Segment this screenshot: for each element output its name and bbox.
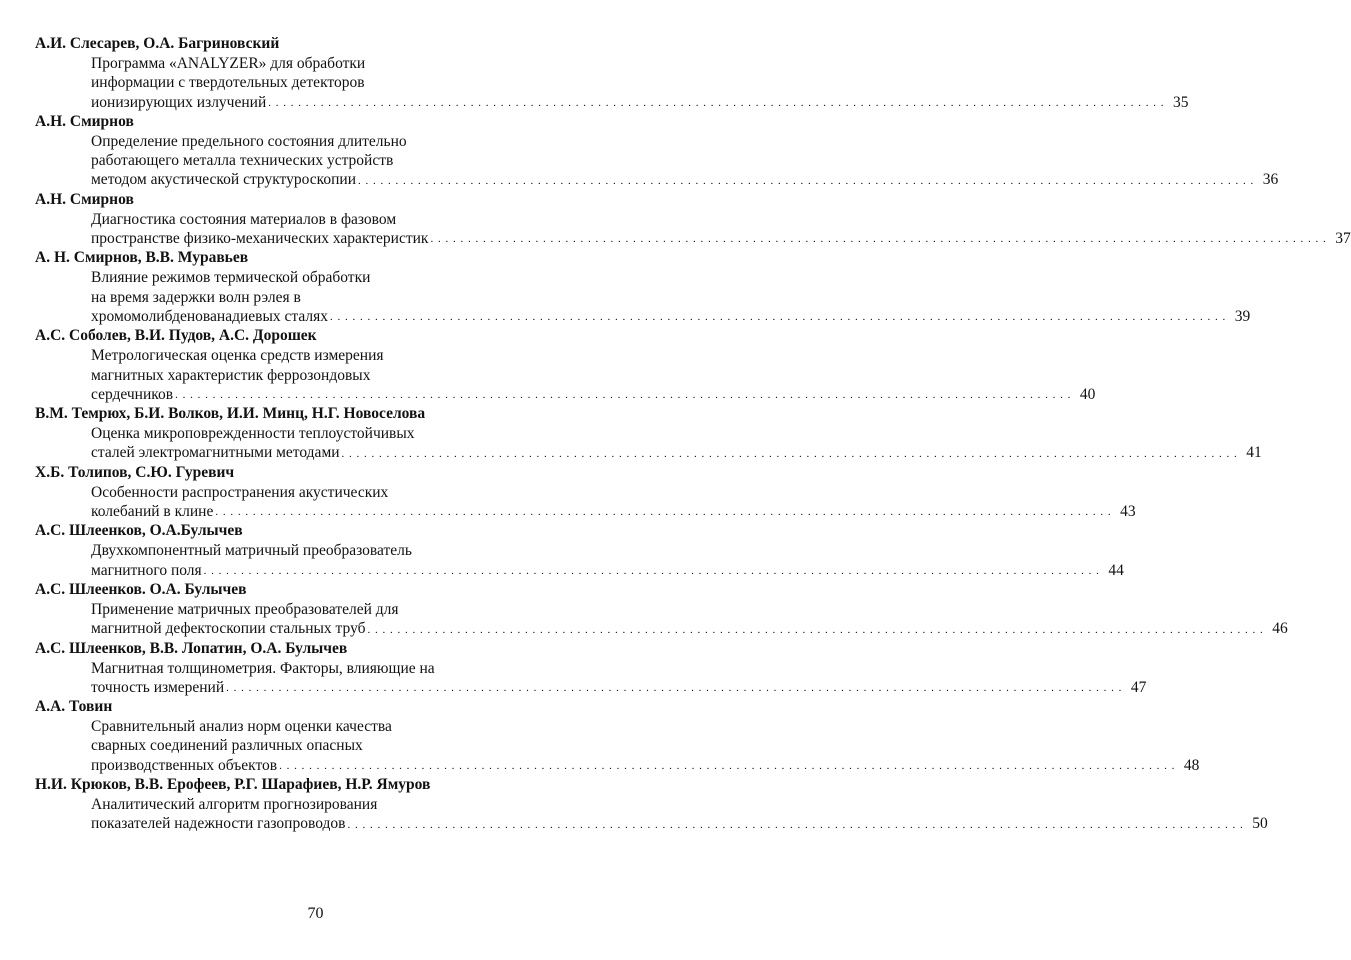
toc-entry bbox=[0, 248, 1251, 326]
toc-entry bbox=[0, 463, 1136, 522]
toc-entry-page: 44 bbox=[1108, 561, 1124, 579]
toc-entry-title-line bbox=[0, 170, 1279, 189]
dot-leader: . . . . . . . . . . . . . . . . . . . . . . . . . . . . . . . . . . . . . . . . . . . . . . . . . . . . . . . . . . . . . . . . . . . . . . . . . . . . . . . . . . . . . . . . . . . . . . . . . . . . . . . . . . . . . . . . . . . . . . . . bbox=[226, 682, 1123, 695]
toc-entry-title-text: пространстве физико-механических характеристик bbox=[91, 230, 429, 248]
toc-entry-page: 46 bbox=[1272, 620, 1288, 638]
toc-entry bbox=[0, 521, 1124, 580]
toc-entry-title-text: показателей надежности газопроводов bbox=[91, 815, 346, 833]
toc-entry-title-text: сталей электромагнитными методами bbox=[91, 444, 340, 462]
dot-leader: . . . . . . . . . . . . . . . . . . . . . . . . . . . . . . . . . . . . . . . . . . . . . . . . . . . . . . . . . . . . . . . . . . . . . . . . . . . . . . . . . . . . . . . . . . . . . . . . . . . . . . . . . . . . . . . . . . . . . . . . bbox=[279, 760, 1176, 773]
toc-entry-title-line: магнитных характеристик феррозондовых bbox=[91, 366, 371, 384]
dot-leader: . . . . . . . . . . . . . . . . . . . . . . . . . . . . . . . . . . . . . . . . . . . . . . . . . . . . . . . . . . . . . . . . . . . . . . . . . . . . . . . . . . . . . . . . . . . . . . . . . . . . . . . . . . . . . . . . . . . . . . . . bbox=[367, 623, 1264, 636]
toc-entry-title-line: Определение предельного состояния длительно bbox=[91, 132, 407, 150]
toc-entry-title-text: магнитной дефектоскопии стальных труб bbox=[91, 620, 366, 638]
toc-entry bbox=[0, 112, 1279, 190]
toc-entry-title-line: информации с твердотельных детекторов bbox=[91, 74, 365, 92]
toc-entry-page: 47 bbox=[1130, 678, 1147, 696]
dot-leader: . . . . . . . . . . . . . . . . . . . . . . . . . . . . . . . . . . . . . . . . . . . . . . . . . . . . . . . . . . . . . . . . . . . . . . . . . . . . . . . . . . . . . . . . . . . . . . . . . . . . . . . . . . . . . . . . . . . . . . . . bbox=[358, 174, 1255, 187]
toc-entry bbox=[0, 326, 1096, 404]
toc-entry-title-line bbox=[0, 619, 1288, 638]
toc-entry-authors: А.С. Шлеенков, О.А.Булычев bbox=[35, 522, 243, 540]
toc-entry bbox=[0, 697, 1200, 775]
page-number: 70 bbox=[307, 905, 324, 922]
toc-entry-authors: А.Н. Смирнов bbox=[35, 112, 134, 130]
toc-entry-authors: А. Н. Смирнов, В.В. Муравьев bbox=[35, 249, 249, 267]
toc-entry-authors: А.Н. Смирнов bbox=[35, 190, 134, 208]
toc-entry bbox=[0, 580, 1288, 639]
toc-entry-page: 43 bbox=[1120, 503, 1136, 521]
toc-entry-title-line bbox=[0, 93, 1189, 112]
toc-entry-title-text: ионизирующих излучений bbox=[91, 93, 267, 111]
dot-leader: . . . . . . . . . . . . . . . . . . . . . . . . . . . . . . . . . . . . . . . . . . . . . . . . . . . . . . . . . . . . . . . . . . . . . . . . . . . . . . . . . . . . . . . . . . . . . . . . . . . . . . . . . . . . . . . . . . . . . . . . bbox=[347, 818, 1244, 831]
toc-entry-title-line: Оценка микроповрежденности теплоустойчивых bbox=[91, 425, 415, 443]
toc-entry-title-line: Метрологическая оценка средств измерения bbox=[91, 347, 384, 365]
toc-entry-title-text: методом акустической структуроскопии bbox=[91, 171, 357, 189]
table-of-contents bbox=[0, 34, 1351, 834]
toc-entry-title-line: Двухкомпонентный матричный преобразователь bbox=[91, 542, 412, 560]
dot-leader: . . . . . . . . . . . . . . . . . . . . . . . . . . . . . . . . . . . . . . . . . . . . . . . . . . . . . . . . . . . . . . . . . . . . . . . . . . . . . . . . . . . . . . . . . . . . . . . . . . . . . . . . . . . . . . . . . . . . . . . . bbox=[268, 96, 1165, 109]
toc-entry-title-line: Сравнительный анализ норм оценки качества bbox=[91, 718, 392, 736]
toc-entry-title-line bbox=[0, 814, 1268, 833]
toc-entry-page: 39 bbox=[1234, 307, 1251, 325]
toc-entry-title-text: производственных объектов bbox=[91, 756, 278, 774]
toc-entry bbox=[0, 404, 1262, 463]
toc-entry-page: 50 bbox=[1252, 815, 1268, 833]
toc-entry-title-line bbox=[0, 756, 1200, 775]
dot-leader: . . . . . . . . . . . . . . . . . . . . . . . . . . . . . . . . . . . . . . . . . . . . . . . . . . . . . . . . . . . . . . . . . . . . . . . . . . . . . . . . . . . . . . . . . . . . . . . . . . . . . . . . . . . . . . . . . . . . . . . . bbox=[329, 311, 1227, 324]
toc-entry-title-text: сердечников bbox=[91, 385, 174, 403]
toc-entry-authors: А.А. Товин bbox=[35, 698, 113, 716]
toc-entry-title-line: Программа «ANALYZER» для обработки bbox=[91, 55, 366, 72]
toc-entry-title-line bbox=[0, 561, 1124, 580]
toc-entry bbox=[0, 34, 1189, 112]
toc-entry bbox=[0, 639, 1147, 698]
dot-leader: . . . . . . . . . . . . . . . . . . . . . . . . . . . . . . . . . . . . . . . . . . . . . . . . . . . . . . . . . . . . . . . . . . . . . . . . . . . . . . . . . . . . . . . . . . . . . . . . . . . . . . . . . . . . . . . . . . . . . . . . bbox=[430, 233, 1327, 246]
toc-entry-title-line bbox=[0, 678, 1147, 697]
toc-entry-title-line: Магнитная толщинометрия. Факторы, влияющие на bbox=[91, 659, 435, 677]
toc-entry-authors: А.С. Шлеенков, В.В. Лопатин, О.А. Булычев bbox=[35, 639, 348, 657]
toc-entry-title-line: сварных соединений различных опасных bbox=[91, 737, 363, 755]
toc-entry-title-line bbox=[0, 443, 1262, 462]
toc-entry-title-text: магнитного поля bbox=[91, 561, 202, 579]
toc-entry-page: 35 bbox=[1173, 93, 1189, 111]
dot-leader: . . . . . . . . . . . . . . . . . . . . . . . . . . . . . . . . . . . . . . . . . . . . . . . . . . . . . . . . . . . . . . . . . . . . . . . . . . . . . . . . . . . . . . . . . . . . . . . . . . . . . . . . . . . . . . . . . . . . . . . . bbox=[203, 564, 1100, 577]
toc-entry-authors: Н.И. Крюков, В.В. Ерофеев, Р.Г. Шарафиев, Н.Р. Ямуров bbox=[35, 776, 431, 794]
toc-entry-authors: А.С. Соболев, В.И. Пудов, А.С. Дорошек bbox=[35, 327, 317, 345]
toc-entry-title-line: на время задержки волн рэлея в bbox=[91, 288, 301, 306]
toc-entry-authors: А.И. Слесарев, О.А. Багриновский bbox=[35, 35, 280, 52]
toc-entry-authors: В.М. Темрюх, Б.И. Волков, И.И. Минц, Н.Г. Новоселова bbox=[35, 405, 426, 423]
toc-entry-page: 36 bbox=[1262, 171, 1279, 189]
toc-entry-title-text: колебаний в клине bbox=[91, 503, 214, 521]
toc-entry-title-line bbox=[0, 229, 1351, 248]
dot-leader: . . . . . . . . . . . . . . . . . . . . . . . . . . . . . . . . . . . . . . . . . . . . . . . . . . . . . . . . . . . . . . . . . . . . . . . . . . . . . . . . . . . . . . . . . . . . . . . . . . . . . . . . . . . . . . . . . . . . . . . . bbox=[341, 447, 1238, 460]
toc-entry-title-text: точность измерений bbox=[91, 678, 225, 696]
toc-entry-title-line bbox=[0, 502, 1136, 521]
toc-entry bbox=[0, 190, 1351, 249]
toc-entry-title-line bbox=[0, 307, 1251, 326]
toc-entry-page: 41 bbox=[1246, 444, 1262, 462]
toc-entry-title-line bbox=[0, 385, 1096, 404]
dot-leader: . . . . . . . . . . . . . . . . . . . . . . . . . . . . . . . . . . . . . . . . . . . . . . . . . . . . . . . . . . . . . . . . . . . . . . . . . . . . . . . . . . . . . . . . . . . . . . . . . . . . . . . . . . . . . . . . . . . . . . . . bbox=[215, 506, 1112, 519]
toc-entry-title-line: Применение матричных преобразователей для bbox=[91, 600, 399, 618]
dot-leader: . . . . . . . . . . . . . . . . . . . . . . . . . . . . . . . . . . . . . . . . . . . . . . . . . . . . . . . . . . . . . . . . . . . . . . . . . . . . . . . . . . . . . . . . . . . . . . . . . . . . . . . . . . . . . . . . . . . . . . . . bbox=[175, 389, 1072, 402]
toc-entry-title-line: Диагностика состояния материалов в фазовом bbox=[91, 210, 397, 228]
toc-entry-title-line: Аналитический алгоритм прогнозирования bbox=[91, 796, 378, 814]
toc-entry-title-line: Влияние режимов термической обработки bbox=[91, 269, 371, 287]
toc-entry-page: 37 bbox=[1335, 230, 1351, 248]
toc-entry-title-text: хромомолибденованадиевых сталях bbox=[91, 307, 328, 325]
toc-entry-title-line: работающего металла технических устройств bbox=[91, 152, 394, 170]
toc-entry-authors: А.С. Шлеенков. О.А. Булычев bbox=[35, 580, 247, 598]
toc-entry-title-line: Особенности распространения акустических bbox=[91, 483, 389, 501]
toc-entry-page: 40 bbox=[1079, 385, 1096, 403]
toc-entry bbox=[0, 775, 1268, 834]
toc-entry-authors: Х.Б. Толипов, С.Ю. Гуревич bbox=[35, 463, 235, 481]
toc-entry-page: 48 bbox=[1183, 756, 1200, 774]
